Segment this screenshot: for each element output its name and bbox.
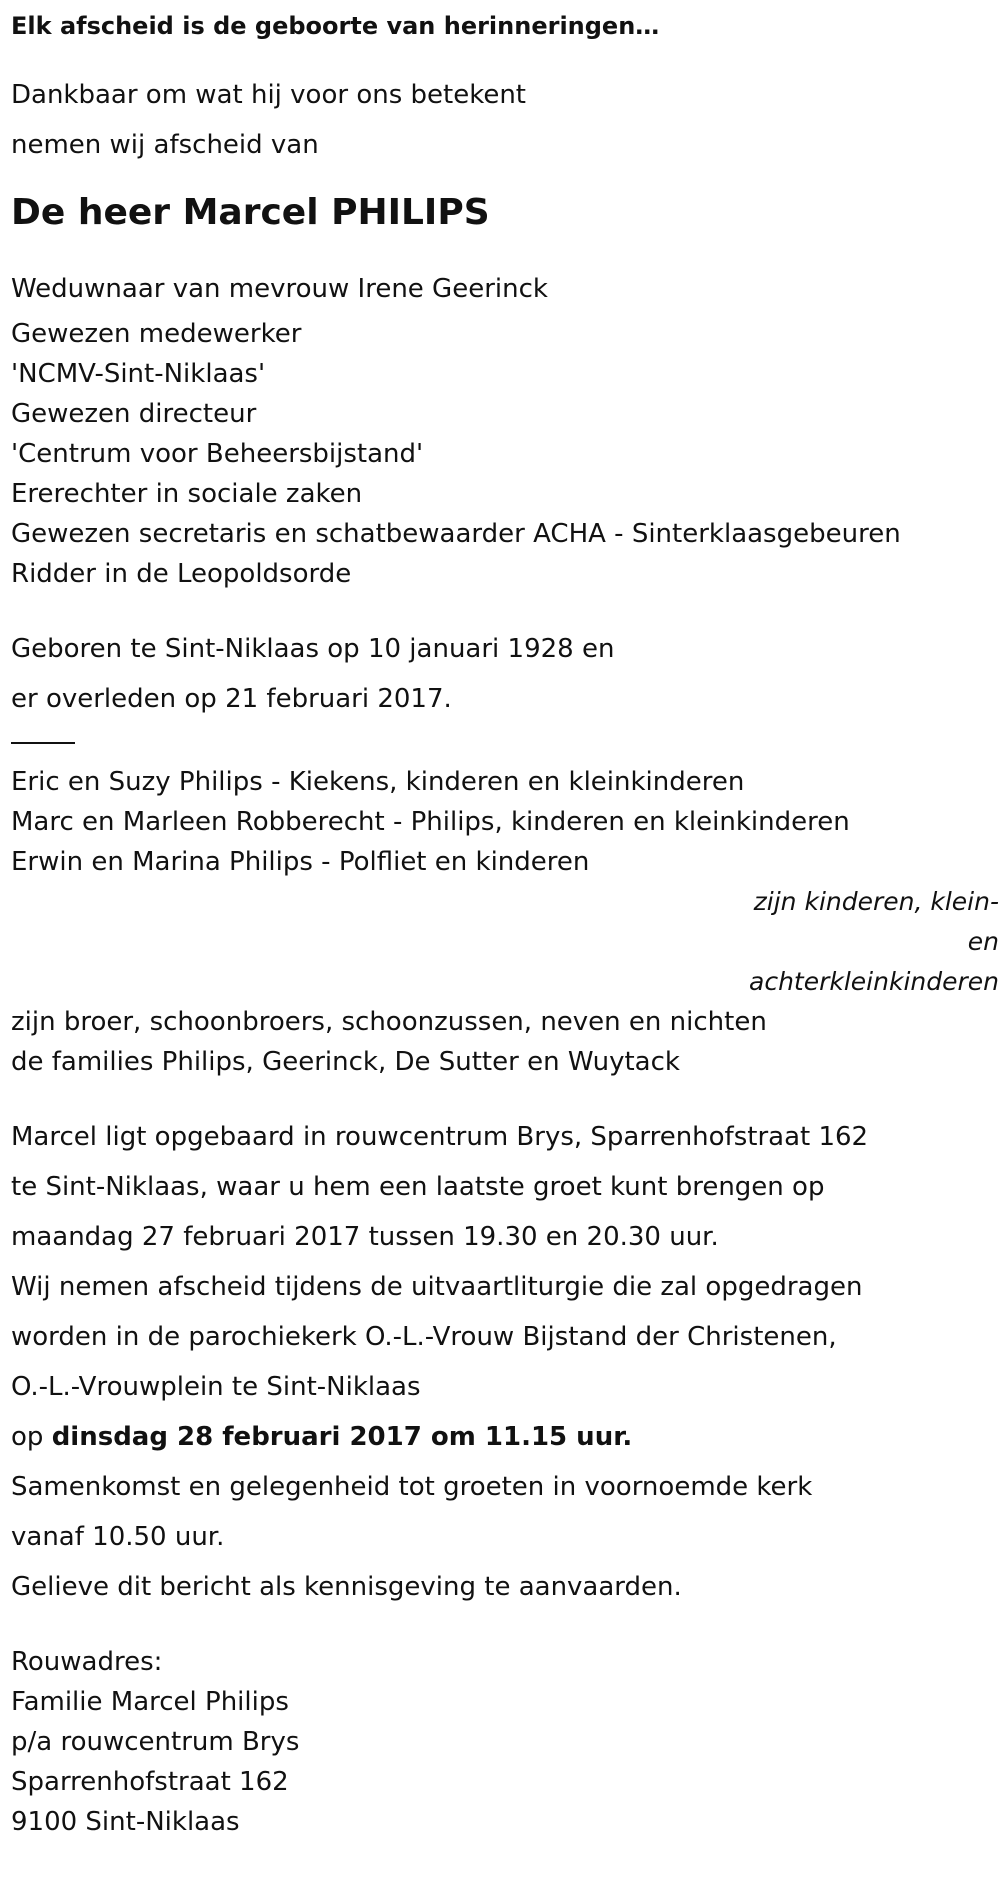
family-item: Erwin en Marina Philips - Polfliet en kinderen: [11, 847, 590, 877]
caption-line: en: [967, 927, 999, 956]
caption-line: achterkleinkinderen: [749, 967, 999, 996]
arrangements-line: Wij nemen afscheid tijdens de uitvaartliturgie die zal opgedragen: [11, 1272, 863, 1302]
birth-line: Geboren te Sint-Niklaas op 10 januari 1928 en: [11, 634, 615, 664]
arrangements-line: Marcel ligt opgebaard in rouwcentrum Brys, Sparrenhofstraat 162: [11, 1122, 869, 1152]
funeral-date-line: [11, 1412, 991, 1462]
address-line: Sparrenhofstraat 162: [11, 1767, 289, 1797]
arrangements-line: Samenkomst en gelegenheid tot groeten in voornoemde kerk: [11, 1472, 813, 1502]
intro-line: nemen wij afscheid van: [11, 130, 319, 160]
birth-death: [11, 624, 991, 724]
title-item: Ridder in de Leopoldsorde: [11, 559, 352, 589]
address-label: Rouwadres:: [11, 1647, 163, 1677]
address-line: Familie Marcel Philips: [11, 1687, 289, 1717]
family-item: Eric en Suzy Philips - Kiekens, kinderen en kleinkinderen: [11, 767, 745, 797]
caption-line: zijn kinderen, klein-: [753, 887, 999, 916]
arrangements: [11, 1112, 991, 1612]
motto: Elk afscheid is de geboorte van herinneringen…: [11, 12, 660, 40]
arrangements-line: vanaf 10.50 uur.: [11, 1522, 225, 1552]
funeral-date-prefix: op: [11, 1422, 44, 1452]
funeral-date: dinsdag 28 februari 2017 om 11.15 uur.: [51, 1422, 633, 1452]
title-item: 'NCMV-Sint-Niklaas': [11, 359, 266, 389]
arrangements-line: Gelieve dit bericht als kennisgeving te aanvaarden.: [11, 1572, 682, 1602]
title-item: Ererechter in sociale zaken: [11, 479, 363, 509]
relatives-item: zijn broer, schoonbroers, schoonzussen, neven en nichten: [11, 1007, 767, 1037]
relatives-item: de families Philips, Geerinck, De Sutter en Wuytack: [11, 1047, 680, 1077]
address-line: 9100 Sint-Niklaas: [11, 1807, 240, 1837]
arrangements-line: te Sint-Niklaas, waar u hem een laatste groet kunt brengen op: [11, 1172, 825, 1202]
deceased-name: De heer Marcel PHILIPS: [11, 192, 490, 233]
title-item: Gewezen medewerker: [11, 319, 302, 349]
arrangements-line: maandag 27 februari 2017 tussen 19.30 en 20.30 uur.: [11, 1222, 719, 1252]
address-line: p/a rouwcentrum Brys: [11, 1727, 300, 1757]
spouse-line: Weduwnaar van mevrouw Irene Geerinck: [11, 274, 548, 304]
obituary-notice: [11, 8, 999, 1842]
arrangements-line: worden in de parochiekerk O.-L.-Vrouw Bijstand der Christenen,: [11, 1322, 837, 1352]
arrangements-line: O.-L.-Vrouwplein te Sint-Niklaas: [11, 1372, 421, 1402]
mourning-address: [11, 1642, 991, 1842]
title-item: 'Centrum voor Beheersbijstand': [11, 439, 424, 469]
title-item: Gewezen secretaris en schatbewaarder ACHA - Sinterklaasgebeuren: [11, 519, 901, 549]
families-caption: [11, 882, 999, 1002]
families-list: [11, 762, 991, 882]
death-line: er overleden op 21 februari 2017.: [11, 684, 452, 714]
title-item: Gewezen directeur: [11, 399, 257, 429]
divider: [11, 742, 75, 744]
titles-list: [11, 314, 991, 594]
intro: [11, 70, 991, 170]
intro-line: Dankbaar om wat hij voor ons betekent: [11, 80, 526, 110]
family-item: Marc en Marleen Robberecht - Philips, kinderen en kleinkinderen: [11, 807, 850, 837]
relatives-list: [11, 1002, 991, 1082]
